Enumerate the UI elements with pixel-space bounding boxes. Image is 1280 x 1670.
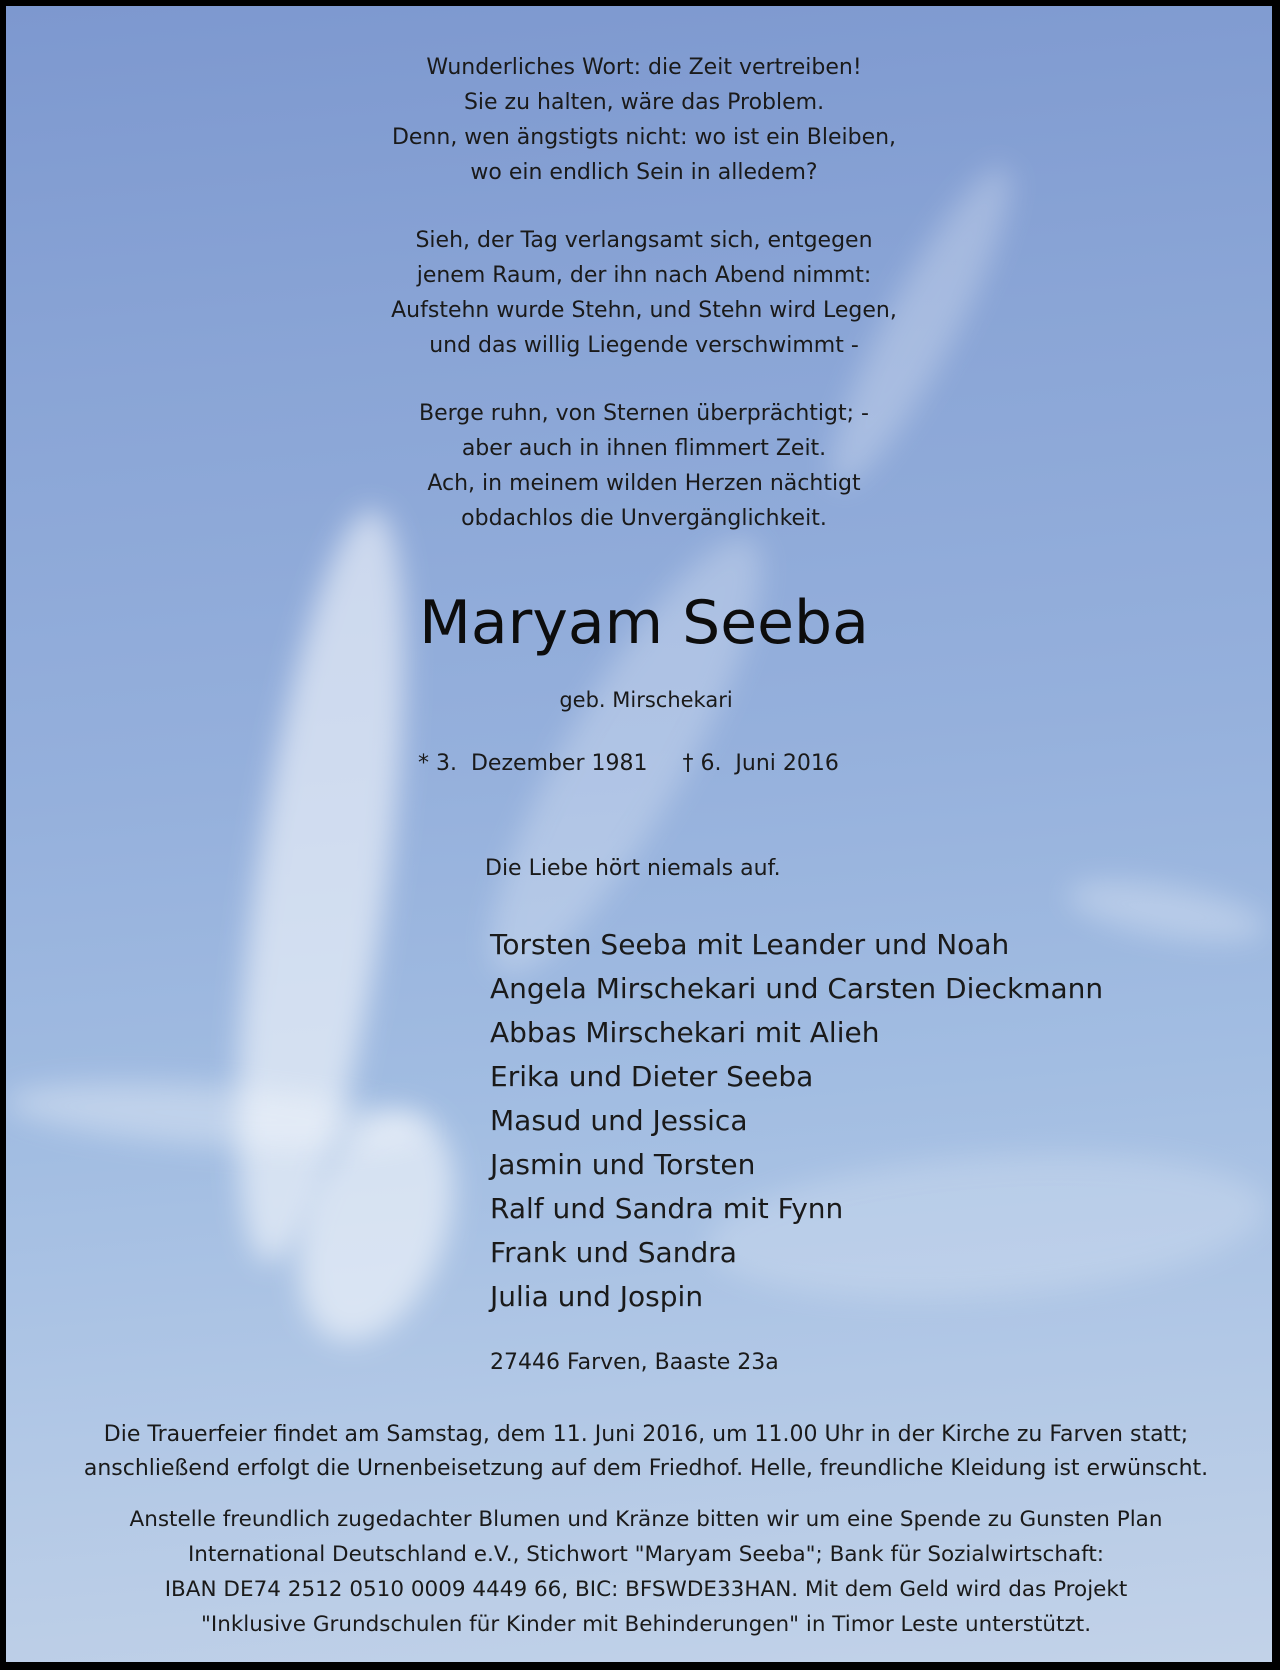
motto: Die Liebe hört niemals auf. <box>485 856 781 881</box>
poem-stanza <box>6 50 1272 190</box>
donation-line: International Deutschland e.V., Stichwort "Maryam Seeba"; Bank für Sozialwirtschaft: <box>187 1542 1105 1567</box>
address: 27446 Farven, Baaste 23a <box>490 1350 779 1375</box>
family-member: Angela Mirschekari und Carsten Dieckmann <box>490 972 1104 1005</box>
cloud-streak <box>6 1071 428 1160</box>
family-list <box>490 923 1103 1319</box>
life-dates: * 3. Dezember 1981 † 6. Juni 2016 <box>418 751 839 776</box>
family-member: Erika und Dieter Seeba <box>490 1060 814 1093</box>
service-line: Die Trauerfeier findet am Samstag, dem 11. Juni 2016, um 11.00 Uhr in der Kirche zu Farven statt; <box>103 1422 1189 1447</box>
poem-line: obdachlos die Unvergänglichkeit. <box>461 506 827 531</box>
poem-line: Denn, wen ängstigts nicht: wo ist ein Bleiben, <box>391 125 897 150</box>
poem-line: Sie zu halten, wäre das Problem. <box>463 90 825 115</box>
poem-stanza <box>6 223 1272 363</box>
poem-line: Berge ruhn, von Sternen überprächtigt; - <box>419 401 869 426</box>
poem-stanza <box>6 396 1272 536</box>
donation-line: "Inklusive Grundschulen für Kinder mit Behinderungen" in Timor Leste unterstützt. <box>200 1612 1092 1637</box>
poem-line: Wunderliches Wort: die Zeit vertreiben! <box>426 55 862 80</box>
family-member: Abbas Mirschekari mit Alieh <box>490 1016 880 1049</box>
poem-line: Aufstehn wurde Stehn, und Stehn wird Legen, <box>391 298 897 323</box>
family-member: Torsten Seeba mit Leander und Noah <box>490 928 1010 961</box>
family-member: Julia und Jospin <box>490 1280 704 1313</box>
donation-info <box>6 1502 1272 1642</box>
funeral-service-info <box>6 1418 1272 1486</box>
deceased-name: Maryam Seeba <box>419 588 869 658</box>
family-member: Ralf und Sandra mit Fynn <box>490 1192 844 1225</box>
poem-line: jenem Raum, der ihn nach Abend nimmt: <box>416 263 872 288</box>
donation-line: Anstelle freundlich zugedachter Blumen und Kränze bitten wir um eine Spende zu Gunsten Plan <box>129 1507 1163 1532</box>
poem-line: Ach, in meinem wilden Herzen nächtigt <box>427 471 861 496</box>
service-line: anschließend erfolgt die Urnenbeisetzung auf dem Friedhof. Helle, freundliche Kleidung ist erwünscht. <box>83 1456 1209 1481</box>
donation-line: IBAN DE74 2512 0510 0009 4449 66, BIC: BFSWDE33HAN. Mit dem Geld wird das Projekt <box>164 1577 1128 1602</box>
obituary-notice <box>6 6 1272 1662</box>
poem-line: wo ein endlich Sein in alledem? <box>470 160 818 185</box>
poem-line: und das willig Liegende verschwimmt - <box>429 333 859 358</box>
family-member: Frank und Sandra <box>490 1236 737 1269</box>
poem <box>6 50 1272 569</box>
poem-line: aber auch in ihnen flimmert Zeit. <box>461 436 827 461</box>
family-member: Jasmin und Torsten <box>490 1148 756 1181</box>
poem-line: Sieh, der Tag verlangsamt sich, entgegen <box>415 228 873 253</box>
family-member: Masud und Jessica <box>490 1104 748 1137</box>
maiden-name: geb. Mirschekari <box>559 688 733 712</box>
